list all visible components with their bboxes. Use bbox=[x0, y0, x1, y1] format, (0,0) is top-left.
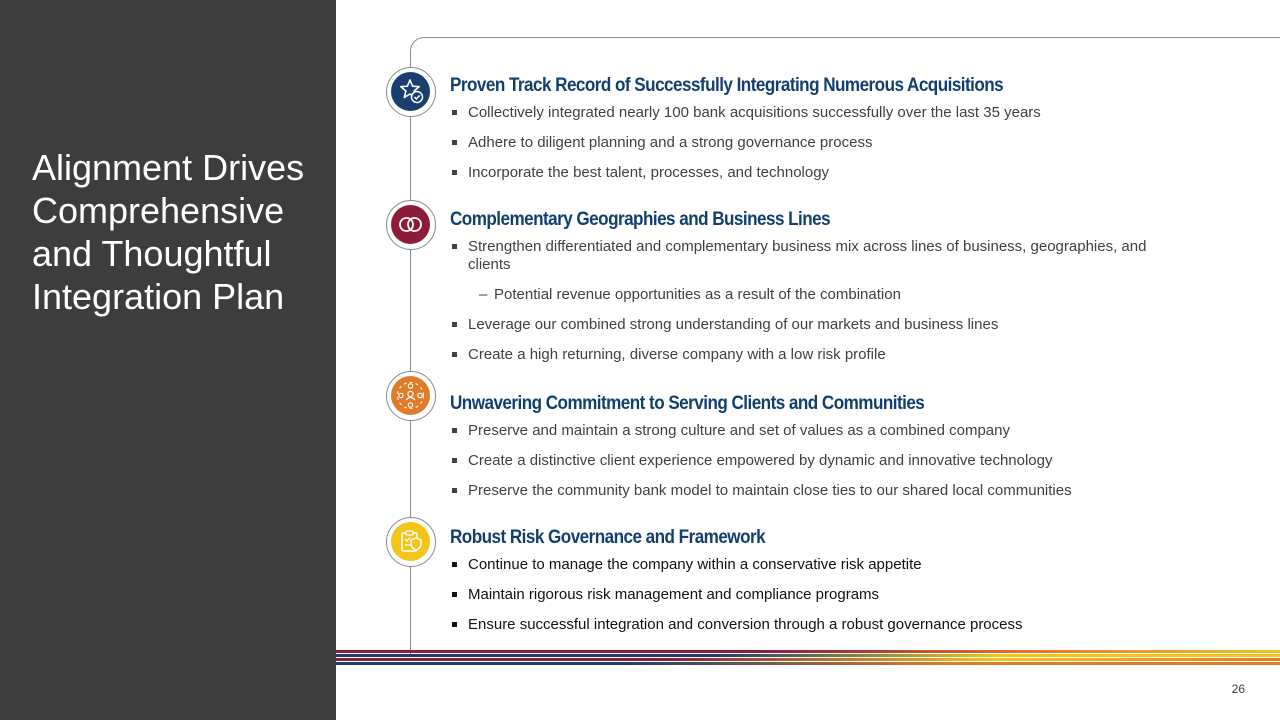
section-3-icon-badge bbox=[386, 371, 436, 421]
footer-color-stripes bbox=[336, 650, 1280, 666]
list-item: Preserve the community bank model to maintain close ties to our shared local communities bbox=[452, 482, 1192, 500]
list-item: Collectively integrated nearly 100 bank acquisitions successfully over the last 35 years bbox=[452, 104, 1192, 122]
stripe-3 bbox=[336, 658, 1280, 661]
list-item: Continue to manage the company within a conservative risk appetite bbox=[452, 556, 1192, 574]
stripe-4 bbox=[336, 662, 1280, 665]
slide-title: Alignment Drives Comprehensive and Thoughtful Integration Plan bbox=[32, 147, 305, 317]
list-item: Ensure successful integration and conversion through a robust governance process bbox=[452, 616, 1192, 634]
list-item: Leverage our combined strong understanding of our markets and business lines bbox=[452, 316, 1172, 334]
clipboard-shield-icon bbox=[391, 522, 430, 561]
section-2-icon-badge bbox=[386, 200, 436, 250]
sub-list-item: – Potential revenue opportunities as a result of the combination bbox=[479, 286, 901, 303]
section-1-bullets bbox=[452, 104, 1192, 194]
section-4-heading: Robust Risk Governance and Framework bbox=[450, 527, 766, 548]
interlocking-rings-icon bbox=[391, 205, 430, 244]
section-2-heading: Complementary Geographies and Business Lines bbox=[450, 209, 831, 230]
stripe-1 bbox=[336, 650, 1280, 653]
sidebar-panel bbox=[0, 0, 336, 720]
list-item: Create a distinctive client experience empowered by dynamic and innovative technology bbox=[452, 452, 1192, 470]
section-3-bullets bbox=[452, 422, 1192, 512]
list-item: Create a high returning, diverse company with a low risk profile bbox=[452, 346, 1172, 364]
page-number: 26 bbox=[1231, 682, 1245, 696]
list-item: Adhere to diligent planning and a strong governance process bbox=[452, 134, 1192, 152]
list-item: Maintain rigorous risk management and compliance programs bbox=[452, 586, 1192, 604]
section-4-bullets bbox=[452, 556, 1192, 646]
list-item: Strengthen differentiated and complementary business mix across lines of business, geographies, and clients bbox=[452, 238, 1172, 274]
section-2-bullets bbox=[452, 238, 1172, 376]
section-4-icon-badge bbox=[386, 517, 436, 567]
list-item: Incorporate the best talent, processes, and technology bbox=[452, 164, 1192, 182]
stripe-2 bbox=[336, 654, 1280, 657]
section-3-heading: Unwavering Commitment to Serving Clients and Communities bbox=[450, 393, 925, 414]
star-check-icon bbox=[391, 72, 430, 111]
list-item: Preserve and maintain a strong culture and set of values as a combined company bbox=[452, 422, 1192, 440]
section-1-heading: Proven Track Record of Successfully Integrating Numerous Acquisitions bbox=[450, 75, 1004, 96]
community-people-icon bbox=[391, 376, 430, 415]
section-1-icon-badge bbox=[386, 67, 436, 117]
